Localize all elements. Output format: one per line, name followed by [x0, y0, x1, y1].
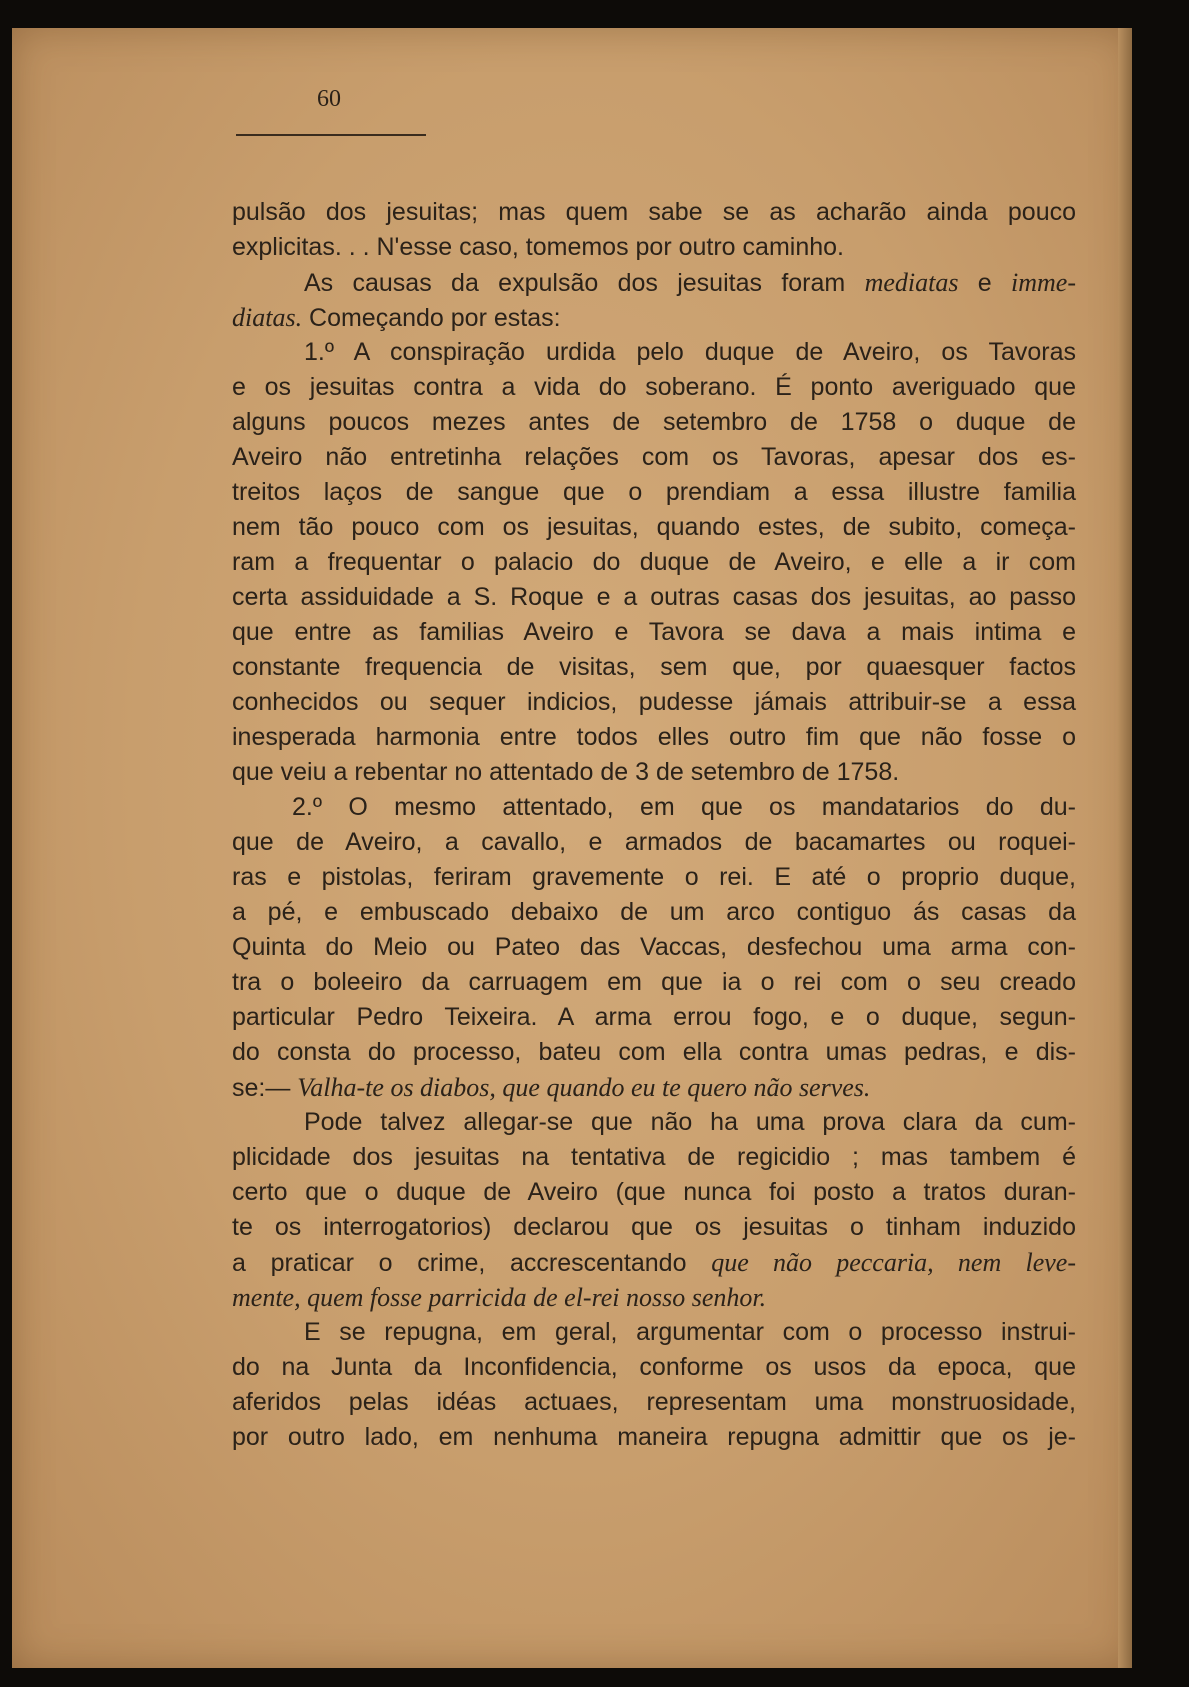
text-segment: inesperada harmonia entre todos elles outro fim que não fosse o — [232, 723, 1076, 751]
text-line — [232, 440, 1076, 475]
text-segment: certo que o duque de Aveiro (que nunca foi posto a tratos duran- — [232, 1178, 1076, 1206]
text-line — [232, 930, 1076, 965]
text-line — [232, 475, 1076, 510]
body-text — [232, 195, 1076, 1455]
text-line — [232, 860, 1076, 895]
text-segment: a praticar o crime, accrescentando — [232, 1249, 712, 1277]
text-segment: As causas da expulsão dos jesuitas foram — [304, 269, 865, 297]
text-segment: certa assiduidade a S. Roque e a outras casas dos jesuitas, ao passo — [232, 583, 1076, 611]
text-segment: Quinta do Meio ou Pateo das Vaccas, desfechou uma arma con- — [232, 933, 1076, 961]
italic-segment: diatas. — [232, 303, 303, 332]
text-line — [232, 1210, 1076, 1245]
text-segment: que entre as familias Aveiro e Tavora se dava a mais intima e — [232, 618, 1076, 646]
text-line — [232, 405, 1076, 440]
italic-segment: Valha-te os diabos, que quando eu te quero não serves. — [297, 1073, 871, 1102]
text-segment: explicitas. . . N'esse caso, tomemos por outro caminho. — [232, 233, 844, 261]
text-line — [232, 1000, 1076, 1035]
text-line — [232, 685, 1076, 720]
text-line — [232, 825, 1076, 860]
text-segment: plicidade dos jesuitas na tentativa de regicidio ; mas tambem é — [232, 1143, 1076, 1171]
header-rule — [236, 134, 426, 136]
text-line — [232, 1420, 1076, 1455]
italic-segment: imme- — [1011, 268, 1077, 297]
text-segment: que veiu a rebentar no attentado de 3 de setembro de 1758. — [232, 758, 900, 786]
text-line — [232, 1245, 1076, 1280]
text-line — [232, 195, 1076, 230]
text-line — [232, 510, 1076, 545]
text-line — [232, 615, 1076, 650]
text-line — [232, 790, 1076, 825]
book-page — [12, 28, 1132, 1668]
text-line — [232, 265, 1076, 300]
text-segment: que de Aveiro, a cavallo, e armados de bacamartes ou roquei- — [232, 828, 1076, 856]
text-line — [232, 755, 1076, 790]
text-segment: do na Junta da Inconfidencia, conforme os usos da epoca, que — [232, 1353, 1076, 1381]
text-segment: por outro lado, em nenhuma maneira repugna admittir que os je- — [232, 1423, 1076, 1451]
italic-segment: que não peccaria, nem leve- — [711, 1248, 1076, 1277]
text-segment: particular Pedro Teixeira. A arma errou fogo, e o duque, segun- — [232, 1003, 1076, 1031]
text-segment: se:— — [232, 1074, 298, 1102]
text-line — [232, 1175, 1076, 1210]
text-line — [232, 650, 1076, 685]
text-segment: te os interrogatorios) declarou que os jesuitas o tinham induzido — [232, 1213, 1076, 1241]
text-line — [232, 335, 1076, 370]
text-segment: pulsão dos jesuitas; mas quem sabe se as acharão ainda pouco — [232, 198, 1076, 226]
text-segment: ram a frequentar o palacio do duque de Aveiro, e elle a ir com — [232, 548, 1076, 576]
text-line — [232, 300, 1076, 335]
text-segment: conhecidos ou sequer indicios, pudesse jámais attribuir-se a essa — [232, 688, 1076, 716]
text-line — [232, 1280, 1076, 1315]
text-segment: tra o boleeiro da carruagem em que ia o rei com o seu creado — [232, 968, 1076, 996]
text-line — [232, 1035, 1076, 1070]
text-segment: e os jesuitas contra a vida do soberano. É ponto averiguado que — [232, 373, 1076, 401]
text-segment: E se repugna, em geral, argumentar com o processo instrui- — [304, 1318, 1076, 1346]
text-line — [232, 1070, 1076, 1105]
text-segment: a pé, e embuscado debaixo de um arco contiguo ás casas da — [232, 898, 1076, 926]
text-segment: aferidos pelas idéas actuaes, representam uma monstruosidade, — [232, 1388, 1076, 1416]
text-line — [232, 1315, 1076, 1350]
text-segment: constante frequencia de visitas, sem que, por quaesquer factos — [232, 653, 1076, 681]
text-line — [232, 895, 1076, 930]
text-line — [232, 1140, 1076, 1175]
text-line — [232, 580, 1076, 615]
italic-segment: mente, quem fosse parricida de el-rei nosso senhor. — [232, 1283, 767, 1312]
text-segment: nem tão pouco com os jesuitas, quando estes, de subito, começa- — [232, 513, 1076, 541]
text-segment: alguns poucos mezes antes de setembro de 1758 o duque de — [232, 408, 1076, 436]
text-line — [232, 965, 1076, 1000]
text-line — [232, 1105, 1076, 1140]
text-segment: Pode talvez allegar-se que não ha uma prova clara da cum- — [304, 1108, 1076, 1136]
text-segment: ras e pistolas, feriram gravemente o rei. E até o proprio duque, — [232, 863, 1076, 891]
text-line — [232, 545, 1076, 580]
text-line — [232, 230, 1076, 265]
text-segment: Começando por estas: — [302, 304, 561, 332]
text-segment: treitos laços de sangue que o prendiam a essa illustre familia — [232, 478, 1076, 506]
text-segment: e — [958, 269, 1012, 297]
text-segment: Aveiro não entretinha relações com os Tavoras, apesar dos es- — [232, 443, 1076, 471]
text-segment: do consta do processo, bateu com ella contra umas pedras, e dis- — [232, 1038, 1076, 1066]
text-line — [232, 720, 1076, 755]
text-line — [232, 370, 1076, 405]
text-line — [232, 1385, 1076, 1420]
text-segment: 2.º O mesmo attentado, em que os mandatarios do du- — [292, 793, 1076, 821]
text-line — [232, 1350, 1076, 1385]
page-number: 60 — [317, 86, 341, 112]
italic-segment: mediatas — [864, 268, 959, 297]
text-segment: 1.º A conspiração urdida pelo duque de Aveiro, os Tavoras — [304, 338, 1076, 366]
page-edge — [1118, 28, 1132, 1668]
